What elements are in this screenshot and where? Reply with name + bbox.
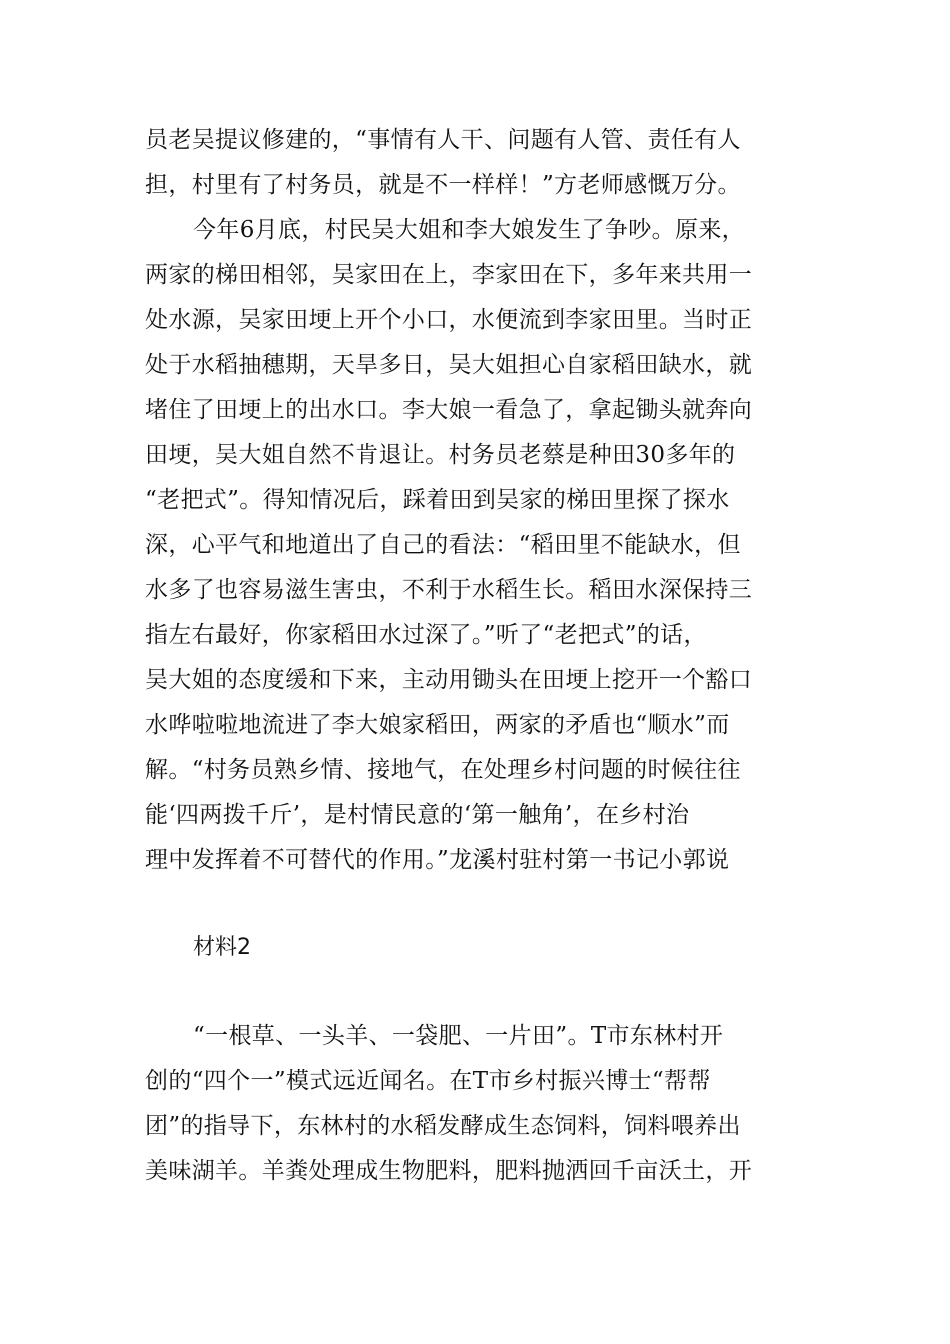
paragraph-2-line-2: 两家的梯田相邻，吴家田在上，李家田在下，多年来共用一 <box>145 262 753 288</box>
paragraph-2-line-5: 堵住了田埂上的出水口。李大娘一看急了，拿起锄头就奔向 <box>145 397 753 423</box>
paragraph-2-line-10: 指左右最好，你家稻田水过深了。”听了“老把式”的话， <box>145 622 707 648</box>
paragraph-1-line-1: 员老吴提议修建的，“事情有人干、问题有人管、责任有人 <box>145 127 741 153</box>
paragraph-2-line-1: 今年6月底，村民吴大姐和李大娘发生了争吵。原来， <box>193 217 746 243</box>
paragraph-2-line-11: 吴大姐的态度缓和下来，主动用锄头在田埂上挖开一个豁口 <box>145 667 753 693</box>
paragraph-2-line-15: 理中发挥着不可替代的作用。”龙溪村驻村第一书记小郭说 <box>145 847 730 873</box>
paragraph-2-line-14: 能‘四两拨千斤’，是村情民意的‘第一触角’，在乡村治 <box>145 802 690 828</box>
paragraph-3-line-2: 创的“四个一”模式远近闻名。在T市乡村振兴博士“帮帮 <box>145 1068 711 1094</box>
paragraph-3-line-3: 团”的指导下，东林村的水稻发酵成生态饲料，饲料喂养出 <box>145 1113 741 1139</box>
paragraph-2-line-3: 处水源，吴家田埂上开个小口，水便流到李家田里。当时正 <box>145 307 753 333</box>
paragraph-3-line-4: 美味湖羊。羊粪处理成生物肥料，肥料抛洒回千亩沃土，开 <box>145 1158 753 1184</box>
paragraph-2-line-8: 深，心平气和地道出了自己的看法：“稻田里不能缺水，但 <box>145 532 741 558</box>
material-2-heading: 材料2 <box>193 935 251 960</box>
paragraph-2-line-7: “老把式”。得知情况后，踩着田到吴家的梯田里探了探水 <box>145 487 730 513</box>
paragraph-2-line-6: 田埂，吴大姐自然不肯退让。村务员老蔡是种田30多年的 <box>145 442 736 468</box>
paragraph-2-line-9: 水多了也容易滋生害虫，不利于水稻生长。稻田水深保持三 <box>145 577 753 603</box>
paragraph-3-line-1: “一根草、一头羊、一袋肥、一片田”。T市东林村开 <box>193 1023 724 1049</box>
paragraph-2-line-4: 处于水稻抽穗期，天旱多日，吴大姐担心自家稻田缺水，就 <box>145 352 753 378</box>
paragraph-2-line-12: 水哗啦啦地流进了李大娘家稻田，两家的矛盾也“顺水”而 <box>145 712 730 738</box>
paragraph-1-line-2: 担，村里有了村务员，就是不一样样！”方老师感慨万分。 <box>145 172 741 198</box>
paragraph-2-line-13: 解。“村务员熟乡情、接地气，在处理乡村问题的时候往往 <box>145 757 741 783</box>
